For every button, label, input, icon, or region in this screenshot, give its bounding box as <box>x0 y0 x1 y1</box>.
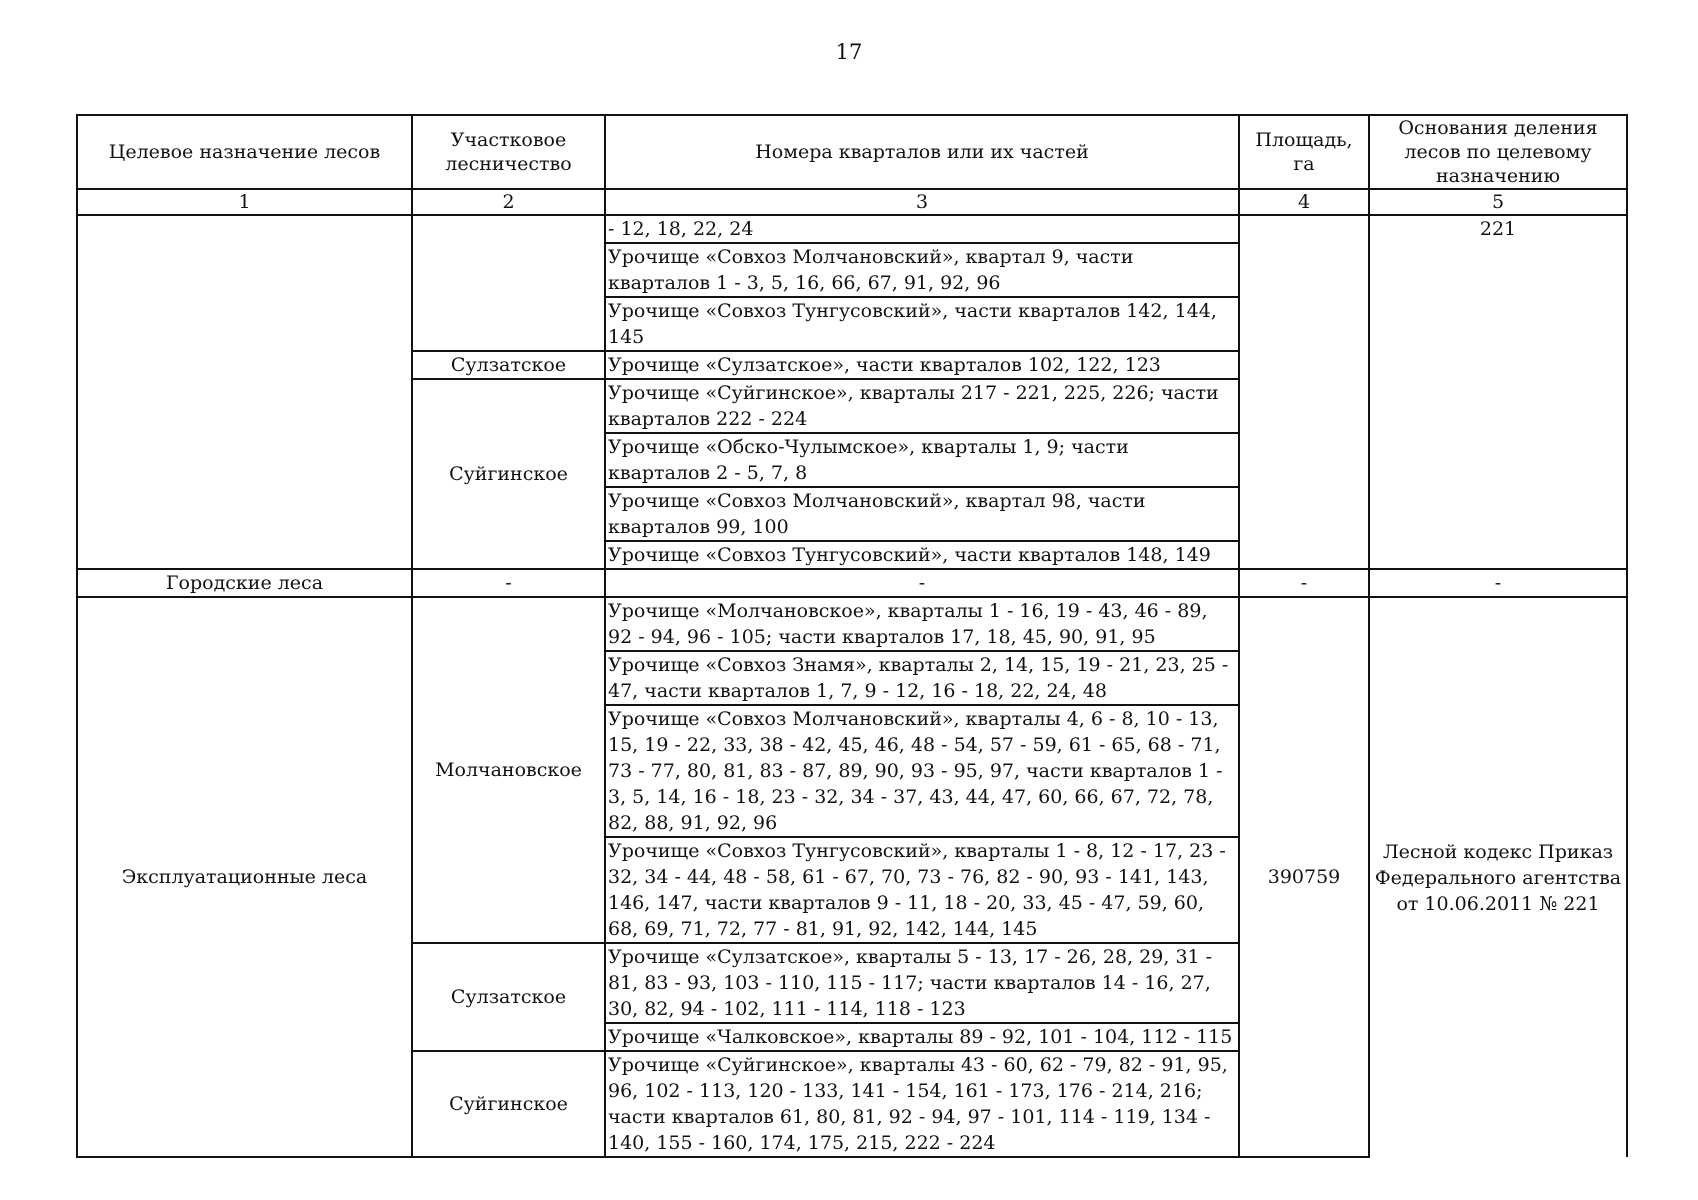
forestry-cell-continued <box>412 215 605 351</box>
quarters-cell: Урочище «Молчановское», кварталы 1 - 16, 19 - 43, 46 - 89, 92 - 94, 96 - 105; части кварталов 17, 18, 45, 90, 91, 95 <box>605 597 1239 651</box>
quarters-cell: Урочище «Совхоз Знамя», кварталы 2, 14, 15, 19 - 21, 23, 25 - 47, части кварталов 1, 7, 9 - 12, 16 - 18, 22, 24, 48 <box>605 651 1239 705</box>
col-number: 2 <box>412 189 605 215</box>
area-cell-continued <box>1239 215 1369 569</box>
forestry-cell: Сулзатское <box>412 943 605 1051</box>
col-number: 1 <box>77 189 412 215</box>
table-row <box>77 597 1627 651</box>
quarters-cell: Урочище «Чалковское», кварталы 89 - 92, 101 - 104, 112 - 115 <box>605 1023 1239 1051</box>
header-purpose: Целевое назначение лесов <box>77 115 412 189</box>
table-row-city-forests <box>77 569 1627 597</box>
col-number: 5 <box>1369 189 1627 215</box>
table-row <box>77 215 1627 243</box>
quarters-cell: Урочище «Совхоз Тунгусовский», кварталы 1 - 8, 12 - 17, 23 - 32, 34 - 44, 48 - 58, 61 - 67, 70, 73 - 76, 82 - 90, 93 - 141, 143, 146, 147, части кварталов 9 - 11, 18 - 20, 33, 45 - 47, 59, 60, 68, 69, 71, 72, 77 - 81, 91, 92, 142, 144, 145 <box>605 837 1239 943</box>
forestry-cell: Сулзатское <box>412 351 605 379</box>
area-cell: 390759 <box>1239 597 1369 1157</box>
quarters-cell: Урочище «Совхоз Молчановский», кварталы 4, 6 - 8, 10 - 13, 15, 19 - 22, 33, 38 - 42, 45, 46, 48 - 54, 57 - 59, 61 - 65, 68 - 71, 73 - 77, 80, 81, 83 - 87, 89, 90, 93 - 95, 97, части кварталов 1 - 3, 5, 14, 16 - 18, 23 - 32, 34 - 37, 43, 44, 47, 60, 66, 67, 72, 78, 82, 88, 91, 92, 96 <box>605 705 1239 837</box>
col-number: 4 <box>1239 189 1369 215</box>
column-number-row <box>77 189 1627 215</box>
purpose-cell-continued <box>77 215 412 569</box>
quarters-cell: Урочище «Совхоз Молчановский», квартал 9, части кварталов 1 - 3, 5, 16, 66, 67, 91, 92, 96 <box>605 243 1239 297</box>
basis-cell-continued: 221 <box>1369 215 1627 569</box>
quarters-cell: Урочище «Совхоз Молчановский», квартал 98, части кварталов 99, 100 <box>605 487 1239 541</box>
header-row <box>77 115 1627 189</box>
purpose-cell: Эксплуатационные леса <box>77 597 412 1157</box>
quarters-cell: Урочище «Совхоз Тунгусовский», части кварталов 148, 149 <box>605 541 1239 569</box>
basis-cell: - <box>1369 569 1627 597</box>
basis-cell: Лесной кодекс Приказ Федерального агентства от 10.06.2011 № 221 <box>1369 597 1627 1157</box>
forestry-cell: - <box>412 569 605 597</box>
header-forestry: Участковое лесничество <box>412 115 605 189</box>
quarters-cell: - 12, 18, 22, 24 <box>605 215 1239 243</box>
header-area: Площадь, га <box>1239 115 1369 189</box>
purpose-cell: Городские леса <box>77 569 412 597</box>
col-number: 3 <box>605 189 1239 215</box>
quarters-cell: Урочище «Сулзатское», кварталы 5 - 13, 17 - 26, 28, 29, 31 - 81, 83 - 93, 103 - 110, 115 - 117; части кварталов 14 - 16, 27, 30, 82, 94 - 102, 111 - 114, 118 - 123 <box>605 943 1239 1023</box>
quarters-cell: Урочище «Сулзатское», части кварталов 102, 122, 123 <box>605 351 1239 379</box>
header-quarters: Номера кварталов или их частей <box>605 115 1239 189</box>
header-basis: Основания деления лесов по целевому назначению <box>1369 115 1627 189</box>
area-cell: - <box>1239 569 1369 597</box>
page-number: 17 <box>835 40 863 64</box>
forestry-cell: Молчановское <box>412 597 605 943</box>
quarters-cell: - <box>605 569 1239 597</box>
quarters-cell: Урочище «Обско-Чулымское», кварталы 1, 9; части кварталов 2 - 5, 7, 8 <box>605 433 1239 487</box>
forestry-cell: Суйгинское <box>412 1051 605 1157</box>
quarters-cell: Урочище «Суйгинское», кварталы 43 - 60, 62 - 79, 82 - 91, 95, 96, 102 - 113, 120 - 133, 141 - 154, 161 - 173, 176 - 214, 216; части кварталов 61, 80, 81, 92 - 94, 97 - 101, 114 - 119, 134 - 140, 155 - 160, 174, 175, 215, 222 - 224 <box>605 1051 1239 1157</box>
quarters-cell: Урочище «Суйгинское», кварталы 217 - 221, 225, 226; части кварталов 222 - 224 <box>605 379 1239 433</box>
forestry-cell: Суйгинское <box>412 379 605 569</box>
quarters-cell: Урочище «Совхоз Тунгусовский», части кварталов 142, 144, 145 <box>605 297 1239 351</box>
forest-purpose-table <box>76 114 1628 1158</box>
